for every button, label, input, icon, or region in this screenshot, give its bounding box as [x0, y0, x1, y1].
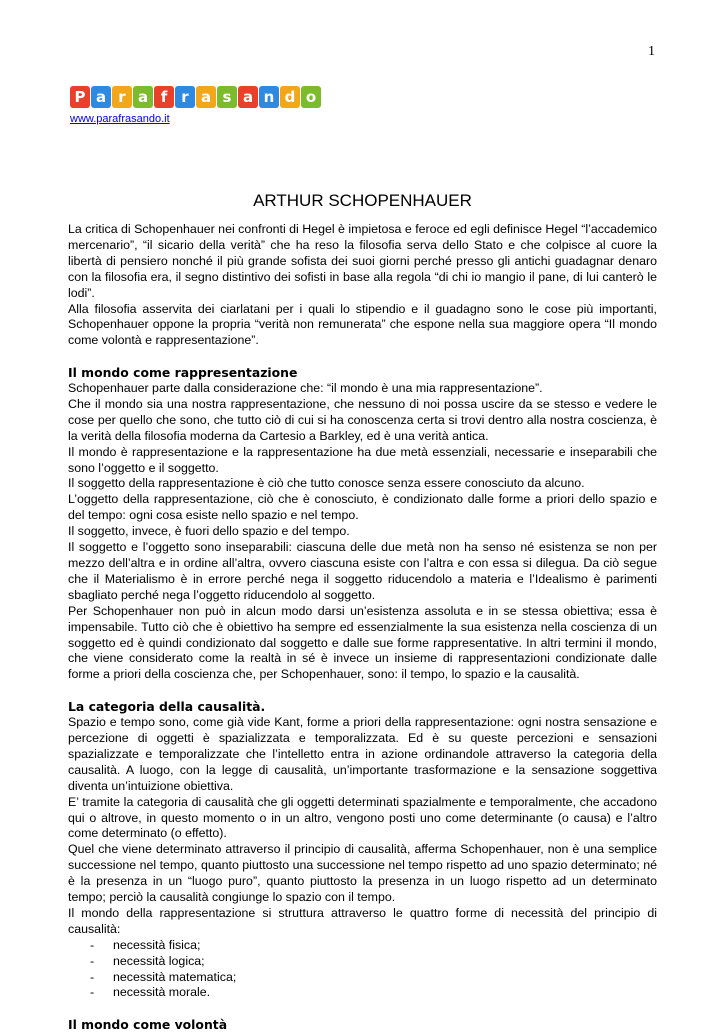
paragraph: Schopenhauer parte dalla considerazione che: “il mondo è una mia rappresentazione”. [68, 381, 543, 396]
logo-letter: a [91, 86, 111, 108]
list-item: - necessità morale. [68, 985, 657, 1001]
section-heading: Il mondo come rappresentazione [68, 365, 298, 381]
section-heading: Il mondo come volontà [68, 1017, 228, 1033]
logo-letter: P [70, 86, 90, 108]
document-body [68, 222, 657, 1033]
list-item: - necessità fisica; [68, 938, 657, 954]
logo-letter: a [196, 86, 216, 108]
paragraph: Il mondo della rappresentazione si struttura attraverso le quattro forme di necessità del principio di causalità: [68, 905, 657, 936]
paragraph: Il soggetto, invece, è fuori dello spazio e del tempo. [68, 524, 350, 539]
logo-letter: s [217, 86, 237, 108]
paragraph: Il soggetto e l’oggetto sono inseparabili: ciascuna delle due metà non ha senso né esistenza se non per mezzo dell’altra e in ordine all’altra, ovvero ciascuna esiste con l’altra e con essa si dilegua. Da ciò segue che il Materialismo è in errore perché nega il soggetto riducendolo a materia e l’Idealismo è parimenti sbagliato perché nega l’oggetto riducendolo al soggetto. [68, 540, 657, 602]
paragraph: E’ tramite la categoria di causalità che gli oggetti determinati spazialmente e temporalmente, che accadono qui o altrove, in questo momento o in un altro, vengono posti uno come determinante (o causa) e l’altro come determinato (o effetto). [68, 794, 657, 841]
list-item: - necessità matematica; [68, 970, 657, 986]
paragraph: L’oggetto della rappresentazione, ciò che è conosciuto, è condizionato dalle forme a priori dello spazio e del tempo: ogni cosa esiste nello spazio e nel tempo. [68, 492, 657, 523]
paragraph: Il soggetto della rappresentazione è ciò che tutto conosce senza essere conosciuto da alcuno. [68, 476, 585, 491]
paragraph: Per Schopenhauer non può in alcun modo darsi un’esistenza assoluta e in se stessa obiettiva; essa è impensabile. Tutto ciò che è obiettivo ha sempre ed essenzialmente la sua esistenza nella coscienza di un soggetto ed è quindi condizionato dal soggetto e dalle sue forme rappresentative. In altri termini il mondo, che viene considerato come la realtà in sé è invece un insieme di rappresentazioni condizionate dalle forme a priori della coscienza che, per Schopenhauer, sono: il tempo, lo spazio e la causalità. [68, 603, 657, 682]
logo-letter: o [301, 86, 321, 108]
logo-letter: a [238, 86, 258, 108]
website-link[interactable]: www.parafrasando.it [70, 113, 170, 125]
parafrasando-logo [70, 86, 322, 108]
necessity-list [68, 938, 657, 1002]
paragraph: Spazio e tempo sono, come già vide Kant, forme a priori della rappresentazione: ogni nostra sensazione e percezione di oggetti è spazializzata e temporalizzata. Ed è su queste percezioni e sensazioni spazializzate e temporalizzate che l’intelletto entra in azione ordinandole attraverso la categoria della causalità. A luogo, con la legge di causalità, un’importante trasformazione e la sensazione soggettiva diventa un’intuizione obiettiva. [68, 715, 657, 793]
intro-paragraph: La critica di Schopenhauer nei confronti di Hegel è impietosa e feroce ed egli definisce Hegel “l’accademico mercenario”, “il sicario della verità” che ha reso la filosofia serva dello Stato e che colpisce al cuore la libertà di pensiero nonché il più grande sofista dei suoi giorni perché presso gli antichi guadagnar denaro con la filosofia era, il segno distintivo dei sofisti in base alla regola “di chi io mangio il pane, di lui canterò le lodi”. [68, 222, 657, 300]
section-heading: La categoria della causalità. [68, 699, 266, 715]
paragraph: Che il mondo sia una nostra rappresentazione, che nessuno di noi possa uscire da se stesso e vedere le cose per quello che sono, che tutto ciò di cui si ha conoscenza certa si trovi dentro alla nostra coscienza, è la verità della filosofia moderna da Cartesio a Barkley, ed è una verità antica. [68, 396, 657, 443]
logo-letter: n [259, 86, 279, 108]
list-item: - necessità logica; [68, 954, 657, 970]
logo-letter: d [280, 86, 300, 108]
paragraph: Il mondo è rappresentazione e la rappresentazione ha due metà essenziali, necessarie e inseparabili che sono l’oggetto e il soggetto. [68, 444, 657, 475]
logo-letter: a [133, 86, 153, 108]
intro-paragraph: Alla filosofia asservita dei ciarlatani per i quali lo stipendio e il guadagno sono le cose più importanti, Schopenhauer oppone la propria “verità non remunerata” che espone nella sua maggiore opera “Il mondo come volontà e rappresentazione”. [68, 301, 657, 348]
logo-letter: f [154, 86, 174, 108]
paragraph: Quel che viene determinato attraverso il principio di causalità, afferma Schopenhauer, non è una semplice successione nel tempo, quanto piuttosto una successione nel tempo rispetto ad uno spazio determinato; né è la presenza in un “luogo puro”, quanto piuttosto la presenza in un luogo rispetto ad un determinato tempo; perciò la causalità congiunge lo spazio con il tempo. [68, 842, 657, 905]
document-title: ARTHUR SCHOPENHAUER [253, 191, 472, 210]
logo-letter: r [175, 86, 195, 108]
page-number: 1 [648, 44, 655, 59]
logo-letter: r [112, 86, 132, 108]
